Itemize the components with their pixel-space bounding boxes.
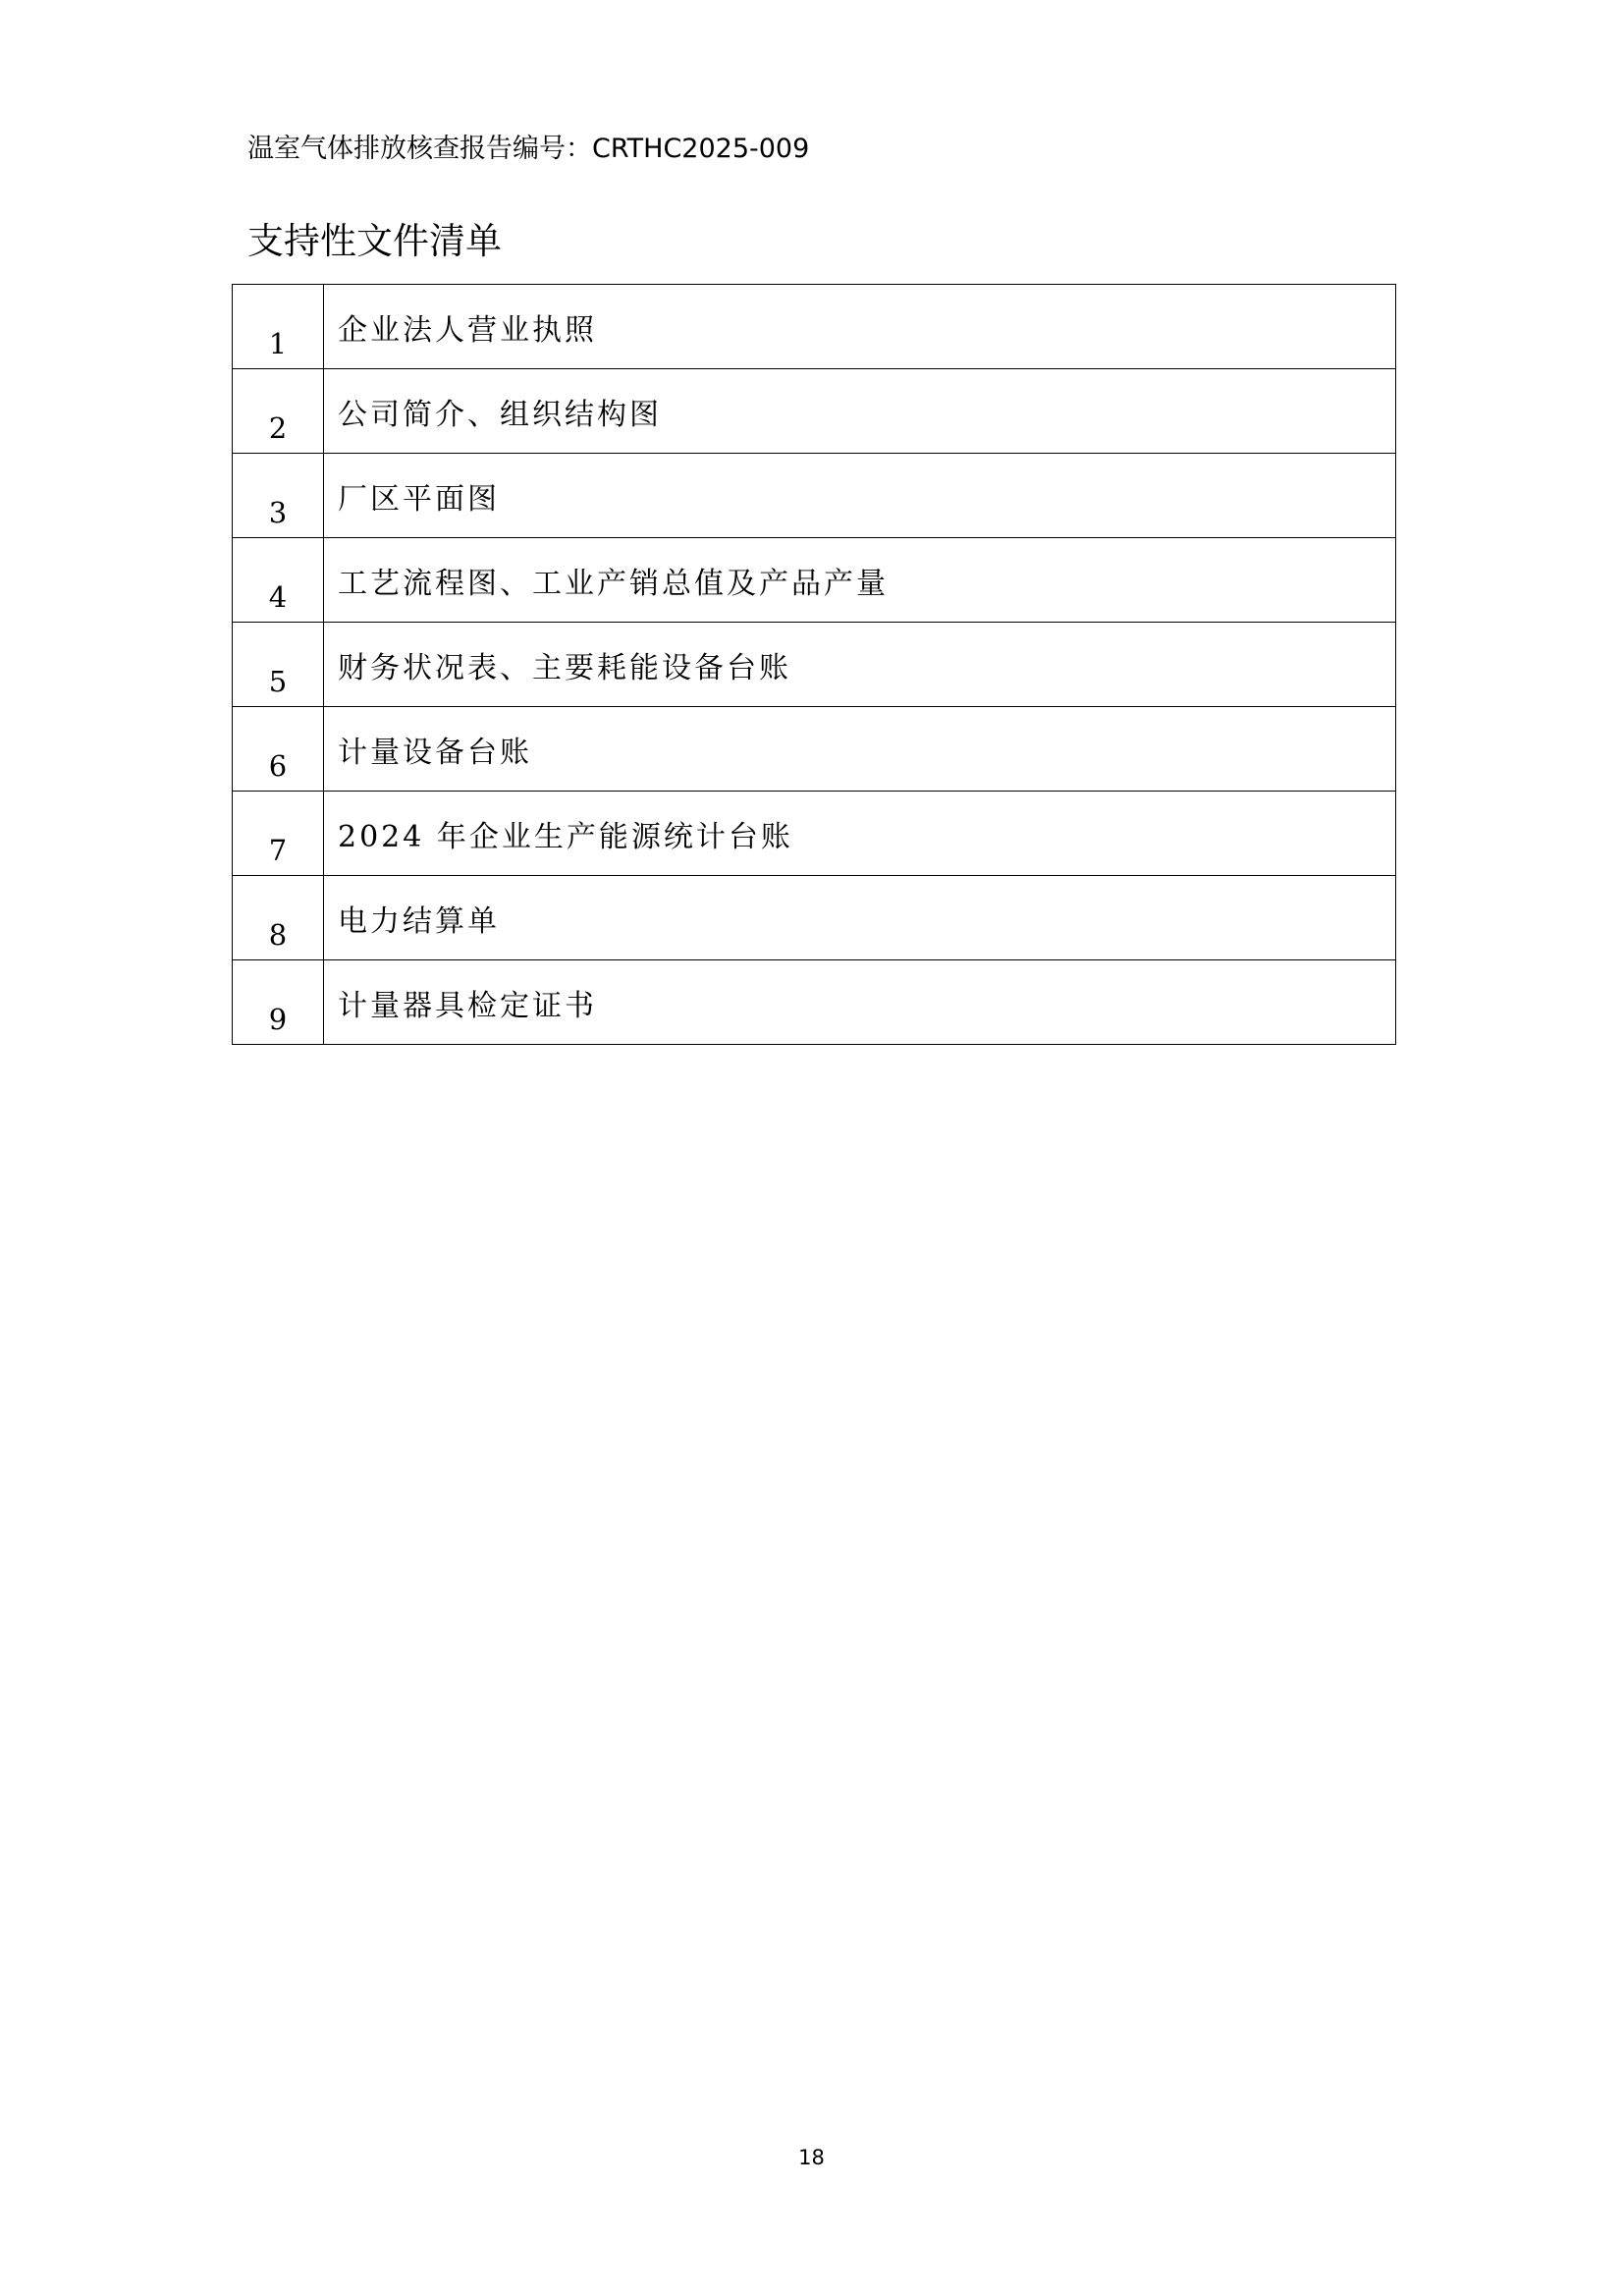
report-number-header: 温室气体排放核查报告编号：CRTHC2025-009 — [247, 134, 810, 164]
table-row — [233, 369, 1396, 454]
supporting-documents-table — [232, 284, 1396, 1045]
document-name: 2024 年企业生产能源统计台账 — [324, 792, 1396, 876]
table-row — [233, 285, 1396, 369]
document-name: 计量设备台账 — [324, 707, 1396, 792]
row-number: 1 — [233, 285, 324, 369]
row-number: 5 — [233, 623, 324, 707]
table-row — [233, 960, 1396, 1045]
table-row — [233, 538, 1396, 623]
table-row — [233, 707, 1396, 792]
row-number: 7 — [233, 792, 324, 876]
document-name: 厂区平面图 — [324, 454, 1396, 538]
document-name: 财务状况表、主要耗能设备台账 — [324, 623, 1396, 707]
row-number: 4 — [233, 538, 324, 623]
section-title: 支持性文件清单 — [247, 220, 502, 262]
table-row — [233, 454, 1396, 538]
document-name: 计量器具检定证书 — [324, 960, 1396, 1045]
row-number: 9 — [233, 960, 324, 1045]
row-number: 8 — [233, 876, 324, 960]
row-number: 3 — [233, 454, 324, 538]
table-row — [233, 623, 1396, 707]
page-number: 18 — [798, 2146, 825, 2169]
table-row — [233, 876, 1396, 960]
document-name: 电力结算单 — [324, 876, 1396, 960]
document-name: 工艺流程图、工业产销总值及产品产量 — [324, 538, 1396, 623]
row-number: 6 — [233, 707, 324, 792]
table-row — [233, 792, 1396, 876]
document-name: 公司简介、组织结构图 — [324, 369, 1396, 454]
row-number: 2 — [233, 369, 324, 454]
document-name: 企业法人营业执照 — [324, 285, 1396, 369]
